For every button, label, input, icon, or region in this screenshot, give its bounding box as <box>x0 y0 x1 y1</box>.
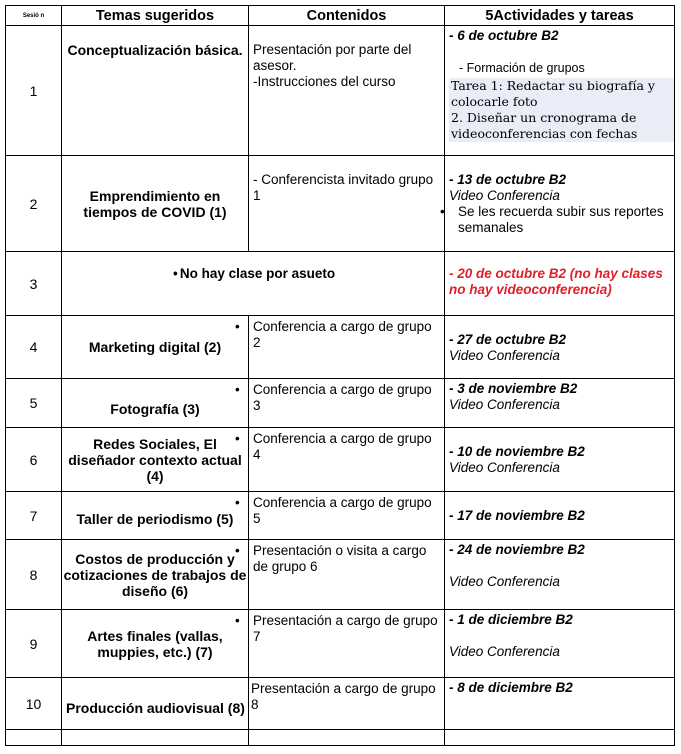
bullet-icon <box>244 543 253 558</box>
activity-date: - 6 de octubre B2 <box>449 28 559 43</box>
activity-cell <box>445 610 675 678</box>
table-row <box>6 610 675 678</box>
empty-cell <box>249 730 445 746</box>
content-line: - Conferencista invitado grupo 1 <box>249 156 445 252</box>
activity-type: Video Conferencia <box>449 644 560 659</box>
activity-type: Video Conferencia <box>449 397 560 412</box>
activity-type: Video Conferencia <box>449 188 560 203</box>
activity-date: - 13 de octubre B2 <box>449 172 567 187</box>
session-number: 4 <box>6 316 62 379</box>
session-number: 1 <box>6 26 62 156</box>
content-line: • Conferencia a cargo de grupo 4 <box>249 428 445 492</box>
table-row <box>6 26 675 156</box>
activity-note: - Formación de grupos <box>459 61 585 75</box>
bullet-icon <box>449 204 458 219</box>
activity-type: Video Conferencia <box>449 574 560 589</box>
activity-date: - 24 de noviembre B2 <box>449 542 585 557</box>
content-line: • Presentación o visita a cargo de grupo 6 <box>249 540 445 610</box>
session-number: 2 <box>6 156 62 252</box>
session-number: 6 <box>6 428 62 492</box>
content-cell <box>249 26 445 156</box>
task-line: Tarea 1: Redactar su biografía y colocarle foto <box>451 78 655 109</box>
table-row <box>6 492 675 540</box>
header-sesion: Sesió n <box>6 6 62 26</box>
session-number: 10 <box>6 678 62 730</box>
empty-cell <box>6 730 62 746</box>
activity-date: - 17 de noviembre B2 <box>445 492 675 540</box>
content-line: Presentación por parte del asesor. <box>253 42 412 73</box>
topic: Marketing digital (2) <box>62 316 249 379</box>
table-row <box>6 379 675 428</box>
table-row <box>6 428 675 492</box>
session-number: 3 <box>6 252 62 316</box>
topic: Costos de producción y cotizaciones de trabajos de diseño (6) <box>62 540 249 610</box>
bullet-icon <box>244 613 253 628</box>
task-line: 2. Diseñar un cronograma de videoconferencias con fechas <box>451 110 638 141</box>
bullet-icon <box>244 319 253 334</box>
content-line: • Conferencia a cargo de grupo 5 <box>249 492 445 540</box>
activity-cell <box>445 316 675 379</box>
topic: Fotografía (3) <box>62 379 249 428</box>
bullet-icon <box>171 266 180 281</box>
activity-note: • Se les recuerda subir sus reportes semanales <box>449 204 672 236</box>
topic: Redes Sociales, El diseñador contexto actual (4) <box>62 428 249 492</box>
activity-cell <box>445 428 675 492</box>
session-number: 7 <box>6 492 62 540</box>
activity-date: - 27 de octubre B2 <box>449 332 567 347</box>
content-line: Presentación a cargo de grupo 8 <box>249 678 445 730</box>
session-number: 9 <box>6 610 62 678</box>
table-row <box>6 156 675 252</box>
activity-cell <box>445 379 675 428</box>
table-row <box>6 730 675 746</box>
session-number: 8 <box>6 540 62 610</box>
table-row <box>6 252 675 316</box>
topic: Conceptualización básica. <box>62 26 249 156</box>
topic: Artes finales (vallas, muppies, etc.) (7) <box>62 610 249 678</box>
content-line: • Presentación a cargo de grupo 7 <box>249 610 445 678</box>
session-number: 5 <box>6 379 62 428</box>
activity-type: Video Conferencia <box>449 460 560 475</box>
empty-cell <box>445 730 675 746</box>
header-row <box>6 6 675 26</box>
table-row <box>6 678 675 730</box>
activity-cell <box>445 26 675 156</box>
activity-cell <box>445 540 675 610</box>
activity-cell <box>445 156 675 252</box>
activity-date: - 10 de noviembre B2 <box>449 444 585 459</box>
activity-date: - 3 de noviembre B2 <box>449 381 578 396</box>
bullet-icon <box>244 431 253 446</box>
content-line: • Conferencia a cargo de grupo 2 <box>249 316 445 379</box>
bullet-icon <box>244 495 253 510</box>
no-class-notice: • No hay clase por asueto <box>62 252 445 316</box>
bullet-icon <box>244 382 253 397</box>
schedule-table <box>5 5 675 746</box>
activity-date: - 8 de diciembre B2 <box>445 678 675 730</box>
header-temas: Temas sugeridos <box>62 6 249 26</box>
content-line: • Conferencia a cargo de grupo 3 <box>249 379 445 428</box>
header-actividades: 5Actividades y tareas <box>445 6 675 26</box>
document-page <box>5 5 674 749</box>
content-line: -Instrucciones del curso <box>253 74 396 89</box>
table-row <box>6 540 675 610</box>
table-row <box>6 316 675 379</box>
empty-cell <box>62 730 249 746</box>
activity-date: - 1 de diciembre B2 <box>449 612 573 627</box>
topic: Producción audiovisual (8) <box>62 678 249 730</box>
activity-date: - 20 de octubre B2 (no hay clases no hay videoconferencia) <box>445 252 675 316</box>
header-contenidos: Contenidos <box>249 6 445 26</box>
task-box <box>449 78 674 142</box>
topic: Taller de periodismo (5) <box>62 492 249 540</box>
activity-type: Video Conferencia <box>449 348 560 363</box>
topic: Emprendimiento en tiempos de COVID (1) <box>62 156 249 252</box>
